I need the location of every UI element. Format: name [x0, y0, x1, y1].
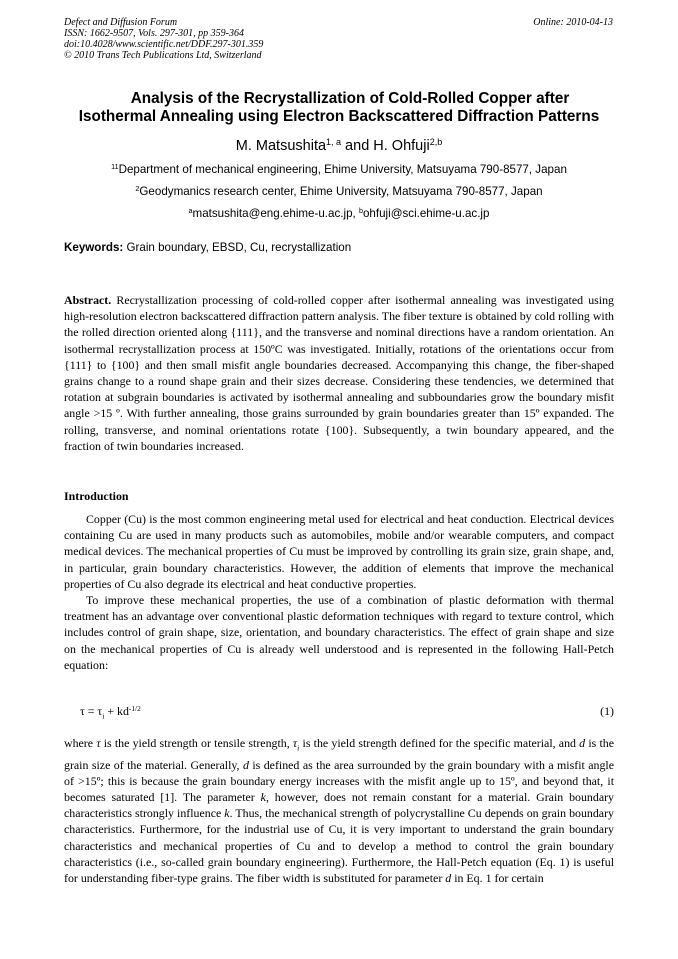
abstract-label: Abstract. [64, 293, 112, 307]
issn-line: ISSN: 1662-9507, Vols. 297-301, pp 359-364 [64, 28, 244, 39]
keywords-label: Keywords: [64, 241, 124, 254]
p3-text-4: is the grain size of the material. Generally, [64, 736, 614, 772]
symbol-tau: τ [96, 736, 101, 750]
symbol-d: d [579, 736, 586, 750]
equation-number: (1) [600, 704, 614, 718]
email-a: matsushita@eng.ehime-u.ac.jp, [192, 207, 356, 220]
p3-text-1: where [64, 736, 97, 750]
email-b: ohfuji@sci.ehime-u.ac.jp [362, 207, 490, 220]
introduction-heading: Introduction [64, 489, 129, 503]
p3-text-2: is the yield strength or tensile strength, [100, 736, 293, 750]
keywords-text: Grain boundary, EBSD, Cu, recrystallization [126, 241, 352, 254]
copyright-line: © 2010 Trans Tech Publications Ltd, Switzerland [64, 50, 262, 61]
author-2-affiliation: 2,b [429, 137, 443, 148]
author-conjunction: and [341, 138, 374, 154]
title-line-2: Isothermal Annealing using Electron Backscattered Diffraction Patterns [78, 108, 600, 125]
abstract-text: Recrystallization processing of cold-rolled copper after isothermal annealing was investigated using high-resolution electron backscattered diffraction pattern analysis. The fiber texture is obtained by cold rolling with the rolled direction oriented along {111}, and the transverse and nominal directions have a random orientation. An isothermal recrystallization process at 150ºC was investigated. Initially, rotations of the orientations occur from {111} to {100} and then small misfit angle boundaries decreased. Accompanying this change, the fiber-shaped grains change to a round shape grain and their sizes decrease. Considering these tendencies, we determined that rotation at subgrain boundaries is activated by isothermal annealing and subboundaries grow the boundary misfit angle >15 º. With further annealing, those grains surrounded by grain boundaries greater than 15º expanded. The rolling, transverse, and nominal orientations rotate {100}. Subsequently, a twin boundary appeared, and the fraction of twin boundaries increased. [64, 293, 614, 453]
affiliation-1 [40, 163, 638, 177]
equation-term: + kd [104, 704, 129, 718]
symbol-tau-i: τ [292, 736, 298, 750]
email-a-marker: a [188, 206, 193, 216]
paper-title [40, 90, 638, 126]
author-list [40, 137, 638, 155]
affiliation-2-marker: 2 [135, 184, 140, 194]
equation-subscript: i [102, 711, 105, 721]
introduction-body [64, 511, 614, 673]
author-1: M. Matsushita [235, 138, 327, 154]
p3-text-8: in Eq. 1 for certain [451, 871, 544, 885]
symbol-k: k [224, 806, 230, 821]
email-line [40, 207, 638, 221]
affiliation-1-marker-2: 1 [114, 162, 119, 172]
journal-header [64, 17, 263, 61]
author-2: H. Ohfuji [373, 138, 430, 154]
affiliation-1-marker: 1 [111, 162, 115, 172]
keywords [64, 241, 351, 255]
journal-name: Defect and Diffusion Forum [64, 17, 178, 28]
doi-line: doi:10.4028/www.scientific.net/DDF.297-301.359 [64, 39, 264, 50]
p3-text-6: , however, does not remain constant for a material. Grain boundary characteristics strongly influence [64, 789, 614, 821]
intro-paragraph-2: To improve these mechanical properties, the use of a combination of plastic deformation with thermal treatment has an advantage over conventional plastic deformation techniques with regard to texture control, which includes control of grain shape, size, orientation, and boundary characteristics. The effect of grain shape and size on the mechanical properties of Cu is already well understood and is represented in the following Hall-Petch equation: [64, 593, 614, 672]
equation-lhs: τ = τ [80, 704, 103, 718]
author-1-affiliation: 1, a [326, 137, 342, 148]
symbol-k: k [260, 789, 266, 804]
affiliation-2-text: Geodymanics research center, Ehime University, Matsuyama 790-8577, Japan [139, 185, 543, 198]
symbol-tau-i-subscript: i [297, 743, 300, 753]
intro-paragraph-1: Copper (Cu) is the most common engineering metal used for electrical and heat conduction. Electrical devices containing Cu are used in many products such as automobiles, mobile and/or wearable computers, and compact medical devices. The mechanical properties of Cu must be improved by controlling its grain size, grain shape, and, in particular, grain boundary characteristics. However, the addition of elements that improve the mechanical properties of Cu also degrade its electrical and heat conductive properties. [64, 512, 614, 591]
affiliation-1-text: Department of mechanical engineering, Ehime University, Matsuyama 790-8577, Japan [118, 163, 567, 176]
hall-petch-equation [80, 704, 141, 720]
abstract [64, 292, 614, 454]
p3-text-5: is defined as the area surrounded by the grain boundary with a misfit angle of >15º; this is because the grain boundary energy increases with the misfit angle up to 15º, and beyond that, it becomes saturated [1]. The parameter [64, 757, 614, 804]
affiliation-2 [40, 185, 638, 199]
email-b-marker: b [358, 206, 363, 216]
p3-text-7: . Thus, the mechanical strength of polycrystalline Cu depends on grain boundary characteristics. Furthermore, for the industrial use of Cu, it is very important to understand the grain boundary characteristics and mechanical properties of Cu and to develop a method to control the grain boundary characteristics (i.e., so-called grain boundary engineering). Furthermore, the Hall-Petch equation (Eq. 1) is useful for understanding fiber-type grains. The fiber width is substituted for parameter [64, 806, 614, 885]
symbol-d: d [445, 871, 452, 885]
title-line-1: Analysis of the Recrystallization of Cold-Rolled Copper after [130, 90, 570, 107]
equation-exponent: -1/2 [128, 703, 141, 713]
online-date: Online: 2010-04-13 [533, 17, 613, 28]
p3-text-3: is the yield strength defined for the specific material, and [299, 736, 580, 750]
symbol-d: d [242, 757, 249, 772]
intro-paragraph-3 [64, 735, 614, 886]
